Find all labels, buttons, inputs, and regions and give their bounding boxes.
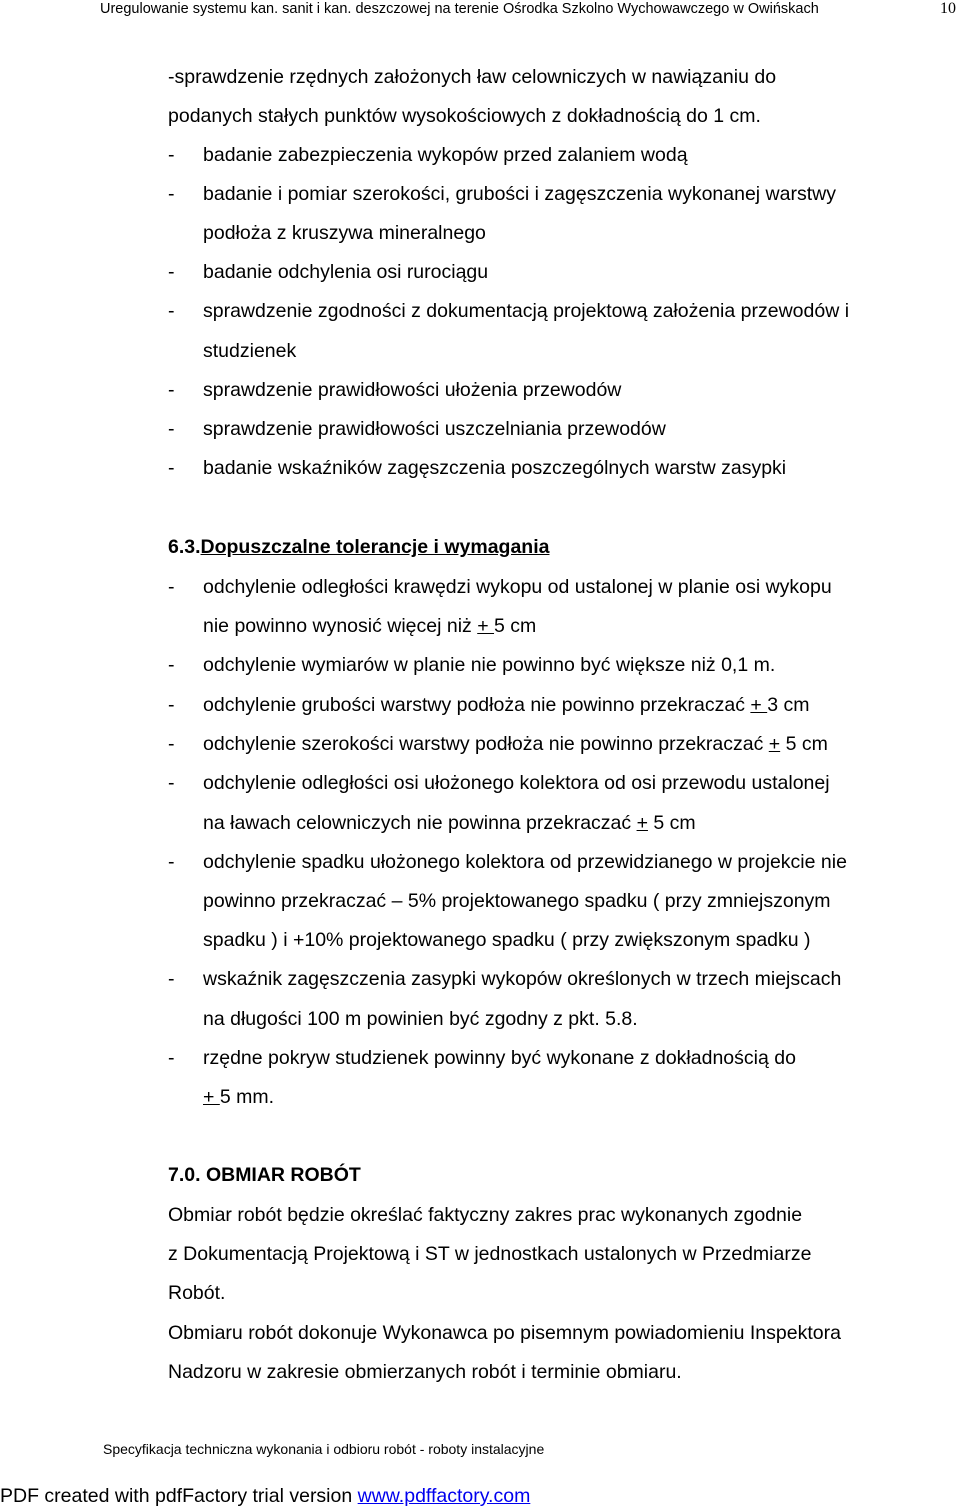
paragraph-line: Obmiar robót będzie określać faktyczny zakres prac wykonanych zgodnie xyxy=(168,1204,803,1226)
list-item: odchylenie wymiarów w planie nie powinno być większe niż 0,1 m. xyxy=(203,654,776,676)
list-dash: - xyxy=(168,457,175,479)
pdf-banner: PDF created with pdfFactory trial version www.pdffactory.com xyxy=(0,1485,531,1507)
list-item: odchylenie grubości warstwy podłoża nie powinno przekraczać + 3 cm xyxy=(203,694,810,716)
list-item-cont: podłoża z kruszywa mineralnego xyxy=(203,222,486,244)
list-dash: - xyxy=(168,772,175,794)
list-item: rzędne pokryw studzienek powinny być wykonane z dokładnością do xyxy=(203,1047,796,1069)
paragraph-line: Robót. xyxy=(168,1282,226,1304)
list-item: wskaźnik zagęszczenia zasypki wykopów określonych w trzech miejscach xyxy=(203,968,842,990)
list-dash: - xyxy=(168,418,175,440)
running-header: Uregulowanie systemu kan. sanit i kan. deszczowej na terenie Ośrodka Szkolno Wychowawczego w Owińskach xyxy=(100,1,819,17)
list-item: sprawdzenie prawidłowości uszczelniania przewodów xyxy=(203,418,666,440)
list-item-cont: studzienek xyxy=(203,340,297,362)
paragraph-line: Obmiaru robót dokonuje Wykonawca po pisemnym powiadomieniu Inspektora xyxy=(168,1322,841,1344)
pdffactory-link[interactable]: www.pdffactory.com xyxy=(357,1485,531,1507)
paragraph-line: z Dokumentacją Projektową i ST w jednostkach ustalonych w Przedmiarze xyxy=(168,1243,812,1265)
list-item: odchylenie odległości krawędzi wykopu od ustalonej w planie osi wykopu xyxy=(203,576,832,598)
section-heading: 7.0. OBMIAR ROBÓT xyxy=(168,1164,361,1186)
intro-line-1: -sprawdzenie rzędnych założonych ław celowniczych w nawiązaniu do xyxy=(168,66,777,88)
list-item-cont: spadku ) i +10% projektowanego spadku ( przy zwiększonym spadku ) xyxy=(203,929,811,951)
list-item: odchylenie spadku ułożonego kolektora od przewidzianego w projekcie nie xyxy=(203,851,847,873)
list-item-cont: na ławach celowniczych nie powinna przekraczać + 5 cm xyxy=(203,812,696,834)
list-item: badanie odchylenia osi rurociągu xyxy=(203,261,489,283)
list-dash: - xyxy=(168,261,175,283)
list-item: badanie wskaźników zagęszczenia poszczególnych warstw zasypki xyxy=(203,457,787,479)
list-dash: - xyxy=(168,300,175,322)
list-item: sprawdzenie zgodności z dokumentacją projektową założenia przewodów i xyxy=(203,300,850,322)
list-dash: - xyxy=(168,654,175,676)
list-dash: - xyxy=(168,851,175,873)
list-dash: - xyxy=(168,733,175,755)
page-footer: Specyfikacja techniczna wykonania i odbioru robót - roboty instalacyjne xyxy=(103,1441,545,1457)
list-dash: - xyxy=(168,1047,175,1069)
section-title: Dopuszczalne tolerancje i wymagania xyxy=(200,536,550,558)
list-item-cont: + 5 mm. xyxy=(203,1086,274,1108)
list-item-cont: powinno przekraczać – 5% projektowanego spadku ( przy zmniejszonym xyxy=(203,890,831,912)
list-item: badanie zabezpieczenia wykopów przed zalaniem wodą xyxy=(203,144,688,166)
list-dash: - xyxy=(168,694,175,716)
list-item: sprawdzenie prawidłowości ułożenia przewodów xyxy=(203,379,622,401)
list-dash: - xyxy=(168,968,175,990)
list-item-cont: na długości 100 m powinien być zgodny z pkt. 5.8. xyxy=(203,1008,638,1030)
list-dash: - xyxy=(168,183,175,205)
list-item-cont: nie powinno wynosić więcej niż + 5 cm xyxy=(203,615,537,637)
intro-line-2: podanych stałych punktów wysokościowych z dokładnością do 1 cm. xyxy=(168,105,761,127)
list-dash: - xyxy=(168,576,175,598)
list-dash: - xyxy=(168,379,175,401)
list-item: badanie i pomiar szerokości, grubości i zagęszczenia wykonanej warstwy xyxy=(203,183,836,205)
section-number: 6.3.Dopuszczalne tolerancje i wymagania xyxy=(168,536,550,558)
list-item: odchylenie odległości osi ułożonego kolektora od osi przewodu ustalonej xyxy=(203,772,830,794)
list-dash: - xyxy=(168,144,175,166)
paragraph-line: Nadzoru w zakresie obmierzanych robót i terminie obmiaru. xyxy=(168,1361,682,1383)
page-number: 10 xyxy=(940,0,956,17)
list-item: odchylenie szerokości warstwy podłoża nie powinno przekraczać + 5 cm xyxy=(203,733,828,755)
